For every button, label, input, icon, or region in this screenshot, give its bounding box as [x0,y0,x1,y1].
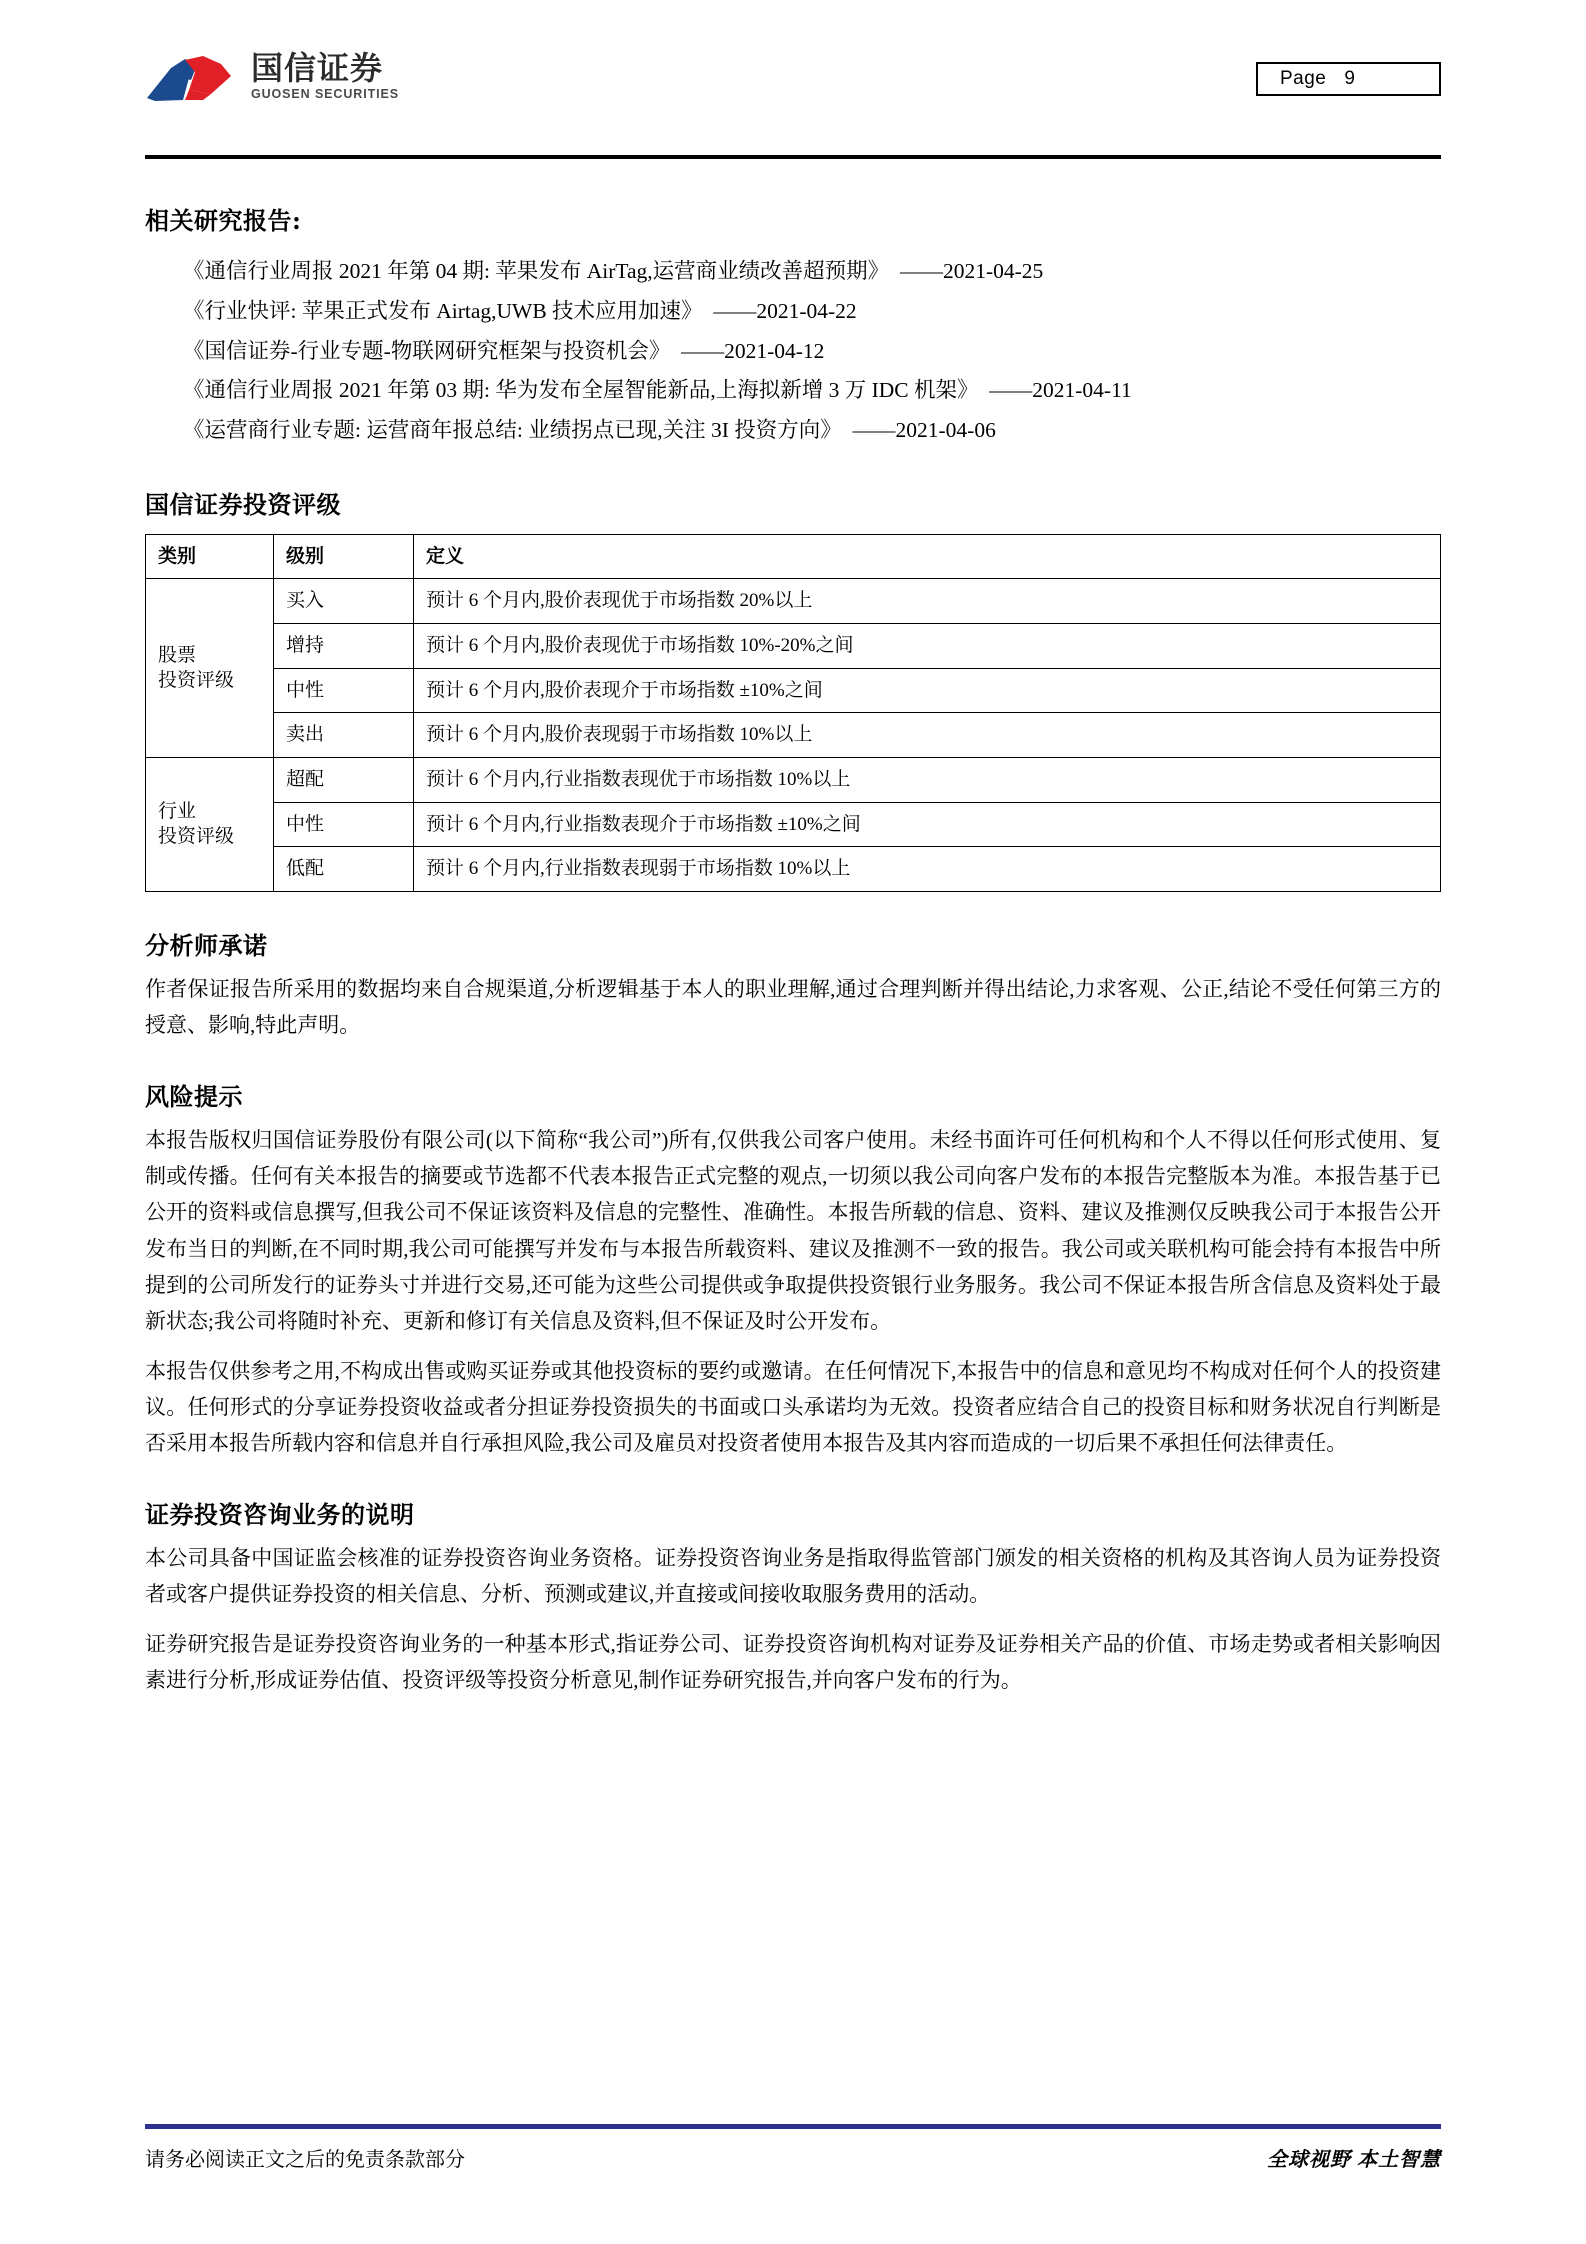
investment-rating-table [145,534,1441,892]
footer-divider [145,2124,1441,2129]
rating-level-cell: 中性 [274,668,414,713]
advisory-statement-paragraph-1: 本公司具备中国证监会核准的证券投资咨询业务资格。证券投资咨询业务是指取得监管部门颁发的相关资格的机构及其咨询人员为证券投资者或客户提供证券投资的相关信息、分析、预测或建议,并直接或间接收取服务费用的活动。 [145,1546,1441,1607]
related-report-date: ——2021-04-25 [889,259,1044,283]
page-header [145,0,1441,135]
rating-definition-cell: 预计 6 个月内,行业指数表现弱于市场指数 10%以上 [414,847,1441,892]
footer-slogan: 全球视野 本土智慧 [1267,2149,1441,2171]
table-row [146,579,1441,624]
rating-definition-cell: 预计 6 个月内,股价表现优于市场指数 10%-20%之间 [414,624,1441,669]
risk-disclosure-paragraph-1: 本报告版权归国信证券股份有限公司(以下简称“我公司”)所有,仅供我公司客户使用。未经书面许可任何机构和个人不得以任何形式使用、复制或传播。任何有关本报告的摘要或节选都不代表本报告正式完整的观点,一切须以我公司向客户发布的本报告完整版本为准。本报告基于已公开的资料或信息撰写,但我公司不保证该资料及信息的完整性、准确性。本报告所载的信息、资料、建议及推测仅反映我公司于本报告公开发布当日的判断,在不同时期,我公司可能撰写并发布与本报告所载资料、建议及推测不一致的报告。我公司或关联机构可能会持有本报告中所提到的公司所发行的证券头寸并进行交易,还可能为这些公司提供或争取提供投资银行业务服务。我公司不保证本报告所含信息及资料处于最新状态;我公司将随时补充、更新和修订有关信息及资料,但不保证及时公开发布。 [145,1128,1441,1333]
related-report-title: 《国信证券-行业专题-物联网研究框架与投资机会》 [183,338,671,363]
table-row [146,624,1441,669]
rating-definition-cell: 预计 6 个月内,行业指数表现介于市场指数 ±10%之间 [414,802,1441,847]
rating-definition-cell: 预计 6 个月内,行业指数表现优于市场指数 10%以上 [414,758,1441,803]
guosen-logo-mark [145,54,237,102]
rating-definition-cell: 预计 6 个月内,股价表现优于市场指数 20%以上 [414,579,1441,624]
page-content [145,159,1441,1699]
table-row [146,668,1441,713]
risk-disclosure-paragraph-2: 本报告仅供参考之用,不构成出售或购买证券或其他投资标的要约或邀请。在任何情况下,本报告中的信息和意见均不构成对任何个人的投资建议。任何形式的分享证券投资收益或者分担证券投资损失的书面或口头承诺均为无效。投资者应结合自己的投资目标和财务状况自行判断是否采用本报告所载内容和信息并自行承担风险,我公司及雇员对投资者使用本报告及其内容而造成的一切后果不承担任何法律责任。 [145,1358,1441,1456]
related-report-date: ——2021-04-12 [670,338,825,363]
table-header-row [146,534,1441,579]
page-number-box [1256,62,1441,96]
page-number: 9 [1344,68,1356,89]
related-report-item [145,252,1441,292]
related-report-title: 《通信行业周报 2021 年第 03 期: 华为发布全屋智能新品,上海拟新增 3 万 IDC 机架》 [183,378,979,403]
logo-wordmark [251,52,399,101]
rating-category-line: 行业 [158,800,197,822]
footer-disclaimer-note: 请务必阅读正文之后的免责条款部分 [145,2149,465,2171]
company-logo [145,52,399,102]
col-header-category: 类别 [146,534,274,579]
analyst-commitment-title: 分析师承诺 [145,930,268,960]
table-row [146,713,1441,758]
related-report-date: ——2021-04-06 [841,418,996,443]
col-header-definition: 定义 [414,534,1441,579]
related-reports-list [145,252,1441,451]
rating-category-line: 股票 [158,644,197,666]
table-row [146,847,1441,892]
related-report-item [145,332,1441,372]
rating-level-cell: 超配 [274,758,414,803]
related-report-date: ——2021-04-22 [702,298,857,323]
page-label: Page [1280,68,1327,89]
rating-category-line: 投资评级 [158,670,235,692]
rating-section-title: 国信证券投资评级 [145,489,341,519]
logo-chinese-name: 国信证券 [251,50,384,86]
related-report-item [145,411,1441,451]
related-report-title: 《行业快评: 苹果正式发布 Airtag,UWB 技术应用加速》 [183,298,703,323]
rating-category-cell [146,758,274,892]
analyst-commitment-text: 作者保证报告所采用的数据均来自合规渠道,分析逻辑基于本人的职业理解,通过合理判断并得出结论,力求客观、公正,结论不受任何第三方的授意、影响,特此声明。 [145,976,1441,1038]
rating-level-cell: 中性 [274,802,414,847]
risk-disclosure-title: 风险提示 [145,1082,243,1112]
table-row [146,758,1441,803]
related-reports-title: 相关研究报告: [145,206,302,235]
related-report-item [145,371,1441,411]
rating-level-cell: 卖出 [274,713,414,758]
rating-table-head [146,534,1441,579]
rating-level-cell: 增持 [274,624,414,669]
related-report-date: ——2021-04-11 [978,378,1132,403]
advisory-statement-paragraph-2: 证券研究报告是证券投资咨询业务的一种基本形式,指证券公司、证券投资咨询机构对证券及证券相关产品的价值、市场走势或者相关影响因素进行分析,形成证券估值、投资评级等投资分析意见,制作证券研究报告,并向客户发布的行为。 [145,1632,1441,1693]
related-report-item [145,292,1441,332]
table-row [146,802,1441,847]
related-report-title: 《通信行业周报 2021 年第 04 期: 苹果发布 AirTag,运营商业绩改善超预期》 [183,259,890,283]
rating-category-line: 投资评级 [158,826,235,848]
col-header-level: 级别 [274,534,414,579]
rating-table-body [146,579,1441,891]
logo-english-name: GUOSEN SECURITIES [251,87,399,101]
related-report-title: 《运营商行业专题: 运营商年报总结: 业绩拐点已现,关注 3I 投资方向》 [183,418,842,443]
rating-definition-cell: 预计 6 个月内,股价表现介于市场指数 ±10%之间 [414,668,1441,713]
page-footer [145,2124,1441,2172]
rating-category-cell [146,579,274,758]
rating-level-cell: 低配 [274,847,414,892]
rating-level-cell: 买入 [274,579,414,624]
footer-row [145,2143,1441,2172]
advisory-statement-title: 证券投资咨询业务的说明 [145,1500,415,1530]
rating-definition-cell: 预计 6 个月内,股价表现弱于市场指数 10%以上 [414,713,1441,758]
